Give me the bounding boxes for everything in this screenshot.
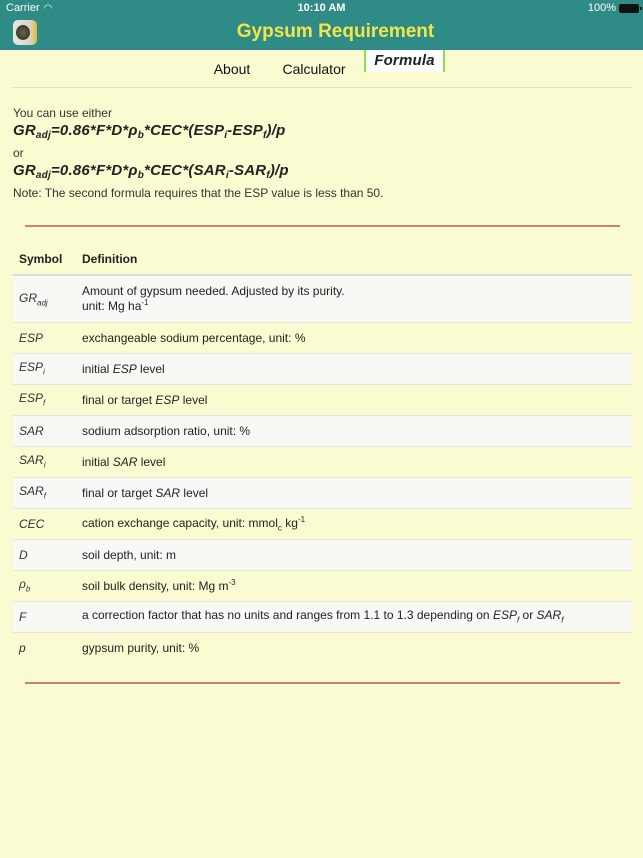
definition-cell: initial SAR level (76, 446, 632, 477)
intro-text: You can use either (13, 106, 112, 120)
symbol-cell: CEC (13, 508, 76, 539)
table-row (13, 477, 632, 508)
symbol-cell: F (13, 601, 76, 632)
battery-percent: 100% (587, 2, 616, 14)
table-header-row (13, 243, 632, 275)
wifi-icon: ◠ (43, 3, 53, 14)
definition-cell: sodium adsorption ratio, unit: % (76, 415, 632, 446)
header-definition: Definition (76, 243, 632, 275)
section-divider-top (25, 225, 620, 227)
tab-bar (0, 50, 643, 88)
symbol-cell: $ESP_f$ (13, 384, 76, 415)
table-row (13, 570, 632, 601)
status-time: 10:10 AM (297, 2, 346, 14)
tab-about[interactable]: About (213, 61, 251, 77)
definition-cell: final or target SAR level (76, 477, 632, 508)
formula-esp: $GR_{adj}=0.86*F*D*\rho_b*CEC*(ESP_i-ESP_f)/p$ (13, 122, 286, 141)
definition-cell: gypsum purity, unit: % (82, 640, 200, 655)
battery-icon (619, 4, 639, 13)
table-row (13, 508, 632, 539)
table-row (13, 275, 632, 322)
tab-divider (12, 87, 632, 88)
page-title: Gypsum Requirement (236, 21, 435, 42)
symbol-cell: $GR_{adj}$ (13, 275, 76, 322)
tab-formula[interactable]: Formula (364, 50, 445, 72)
definition-cell: soil depth, unit: m (76, 539, 632, 570)
carrier-label: Carrier ◠ (6, 2, 53, 14)
table-row (13, 601, 632, 632)
symbol-cell: $SAR_i$ (13, 446, 76, 477)
definition-cell: initial ESP level (76, 353, 632, 384)
symbol-cell: ESP (13, 322, 76, 353)
symbol-cell: p (19, 640, 26, 655)
battery-indicator (588, 2, 639, 14)
table-row (13, 446, 632, 477)
definition-cell: soil bulk density, unit: Mg $m^{-3}$ (76, 570, 632, 601)
formula-sar: $GR_{adj}=0.86*F*D*\rho_b*CEC*(SAR_i-SAR_f)/p$ (13, 162, 289, 181)
table-row (13, 353, 632, 384)
definition-cell: Amount of gypsum needed. Adjusted by its purity. unit: Mg $ha^{-1}$ (76, 275, 632, 322)
symbol-cell: D (13, 539, 76, 570)
definition-cell: final or target ESP level (76, 384, 632, 415)
table-row (13, 415, 632, 446)
formula-note: Note: The second formula requires that the ESP value is less than 50. (13, 186, 384, 200)
definition-cell: a correction factor that has no units and ranges from 1.1 to 1.3 depending on $ESP_f$ or $SAR_f$ (76, 601, 632, 632)
symbol-cell: SAR (13, 415, 76, 446)
formula-intro (13, 106, 623, 200)
or-text: or (13, 146, 24, 160)
definition-cell: exchangeable sodium percentage, unit: % (76, 322, 632, 353)
status-bar (0, 0, 643, 18)
symbol-cell: $SAR_f$ (13, 477, 76, 508)
nav-bar (0, 18, 643, 50)
tab-calculator[interactable]: Calculator (282, 61, 346, 77)
definition-cell: cation exchange capacity, unit: mmol$_c$ $kg^{-1}$ (76, 508, 632, 539)
header-symbol: Symbol (13, 243, 76, 275)
table-row (13, 322, 632, 353)
table-row (13, 384, 632, 415)
section-divider-bottom (25, 682, 620, 684)
symbol-cell: $\rho_b$ (13, 570, 76, 601)
symbol-cell: $ESP_i$ (13, 353, 76, 384)
table-row (13, 539, 632, 570)
symbol-definition-table (13, 243, 632, 663)
table-row (13, 632, 632, 663)
